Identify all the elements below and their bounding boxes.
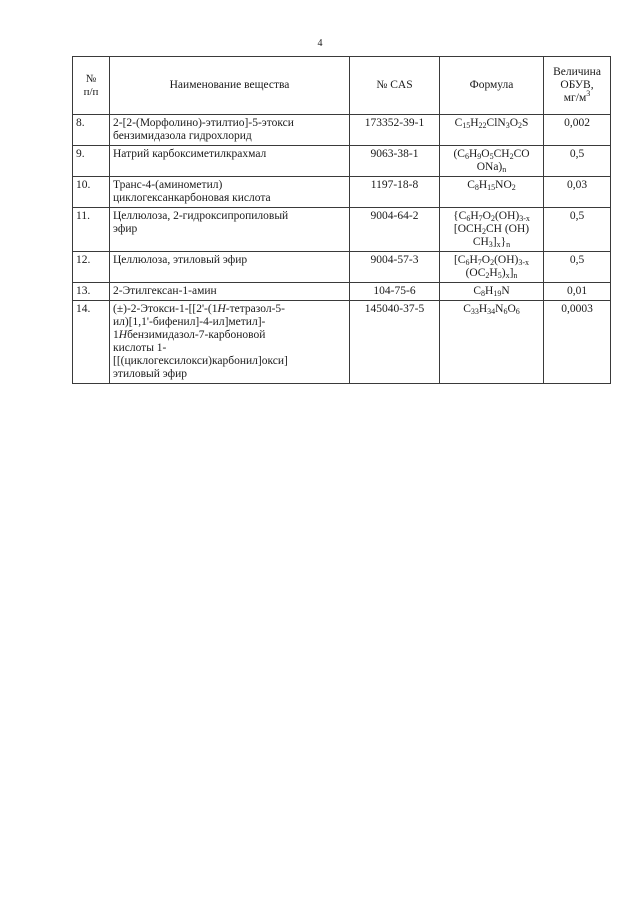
substance-name-line: 1Hбензимидазол-7-карбоновой	[113, 329, 266, 341]
substance-name	[110, 301, 350, 384]
substance-name	[110, 115, 350, 146]
chemical-formula: {$C_6H_7O_2(OH)_{3-x}$ [$OCH_2CH$ (OH) $CH_3]_x\}_n$	[440, 208, 544, 252]
chemical-formula: $C_{15}H_{22}ClN_3O_2S$	[440, 115, 544, 146]
substance-name-line: Целлюлоза, этиловый эфир	[113, 254, 248, 266]
cas-number: 173352-39-1	[350, 115, 440, 146]
cas-number: 1197-18-8	[350, 177, 440, 208]
row-number: 9.	[73, 146, 110, 177]
substances-table	[72, 56, 611, 384]
row-number: 13.	[73, 283, 110, 301]
substance-name-line: Натрий карбоксиметилкрахмал	[113, 148, 267, 160]
exposure-limit-value: 0,0003	[544, 301, 611, 384]
header-number: № п/п	[73, 57, 110, 115]
substance-name	[110, 146, 350, 177]
table-row	[73, 115, 611, 146]
table-row	[73, 177, 611, 208]
header-row	[73, 57, 611, 115]
table-row	[73, 283, 611, 301]
substance-name-line: (±)-2-Этокси-1-[[2'-(1H-тетразол-5-	[113, 303, 285, 315]
substance-name	[110, 208, 350, 252]
cas-number: 9004-57-3	[350, 252, 440, 283]
table-row	[73, 252, 611, 283]
chemical-formula: $C_{33}H_{34}N_6O_6$	[440, 301, 544, 384]
substance-name-line: 2-[2-(Морфолино)-этилтио]-5-этокси	[113, 117, 294, 129]
chemical-formula: $C_8H_{19}N$	[440, 283, 544, 301]
substance-name	[110, 177, 350, 208]
cas-number: 104-75-6	[350, 283, 440, 301]
row-number: 10.	[73, 177, 110, 208]
header-formula: Формула	[440, 57, 544, 115]
row-number: 14.	[73, 301, 110, 384]
header-cas: № CAS	[350, 57, 440, 115]
table-row	[73, 146, 611, 177]
row-number: 11.	[73, 208, 110, 252]
substance-name-line: 2-Этилгексан-1-амин	[113, 285, 217, 297]
substance-name	[110, 252, 350, 283]
exposure-limit-value: 0,5	[544, 146, 611, 177]
substance-name-line: [[(циклогексилокси)карбонил]окси]	[113, 355, 288, 367]
substance-name	[110, 283, 350, 301]
header-name: Наименование вещества	[110, 57, 350, 115]
exposure-limit-value: 0,03	[544, 177, 611, 208]
header-value: Величина ОБУВ, $мг/м^3$	[544, 57, 611, 115]
substance-name-line: циклогексанкарбоновая кислота	[113, 192, 271, 204]
cas-number: 145040-37-5	[350, 301, 440, 384]
exposure-limit-value: 0,01	[544, 283, 611, 301]
substance-name-line: ил)[1,1'-бифенил]-4-ил]метил]-	[113, 316, 266, 328]
table-row	[73, 301, 611, 384]
chemical-formula: ($C_6H_9O_5CH_2CO$ $ONa)_n$	[440, 146, 544, 177]
chemical-formula: $C_8H_{15}NO_2$	[440, 177, 544, 208]
substance-name-line: бензимидазола гидрохлорид	[113, 130, 252, 142]
cas-number: 9004-64-2	[350, 208, 440, 252]
row-number: 8.	[73, 115, 110, 146]
substance-name-line: кислоты 1-	[113, 342, 167, 354]
page-number: 4	[317, 38, 323, 49]
chemical-formula: [$C_6H_7O_2(OH)_{3-x}$ $(OC_2H_5)_x]_n$	[440, 252, 544, 283]
exposure-limit-value: 0,5	[544, 208, 611, 252]
row-number: 12.	[73, 252, 110, 283]
substance-name-line: этиловый эфир	[113, 368, 188, 380]
cas-number: 9063-38-1	[350, 146, 440, 177]
substance-name-line: эфир	[113, 223, 138, 235]
substance-name-line: Транс-4-(аминометил)	[113, 179, 223, 191]
exposure-limit-value: 0,002	[544, 115, 611, 146]
exposure-limit-value: 0,5	[544, 252, 611, 283]
substance-name-line: Целлюлоза, 2-гидроксипропиловый	[113, 210, 289, 222]
table-row	[73, 208, 611, 252]
